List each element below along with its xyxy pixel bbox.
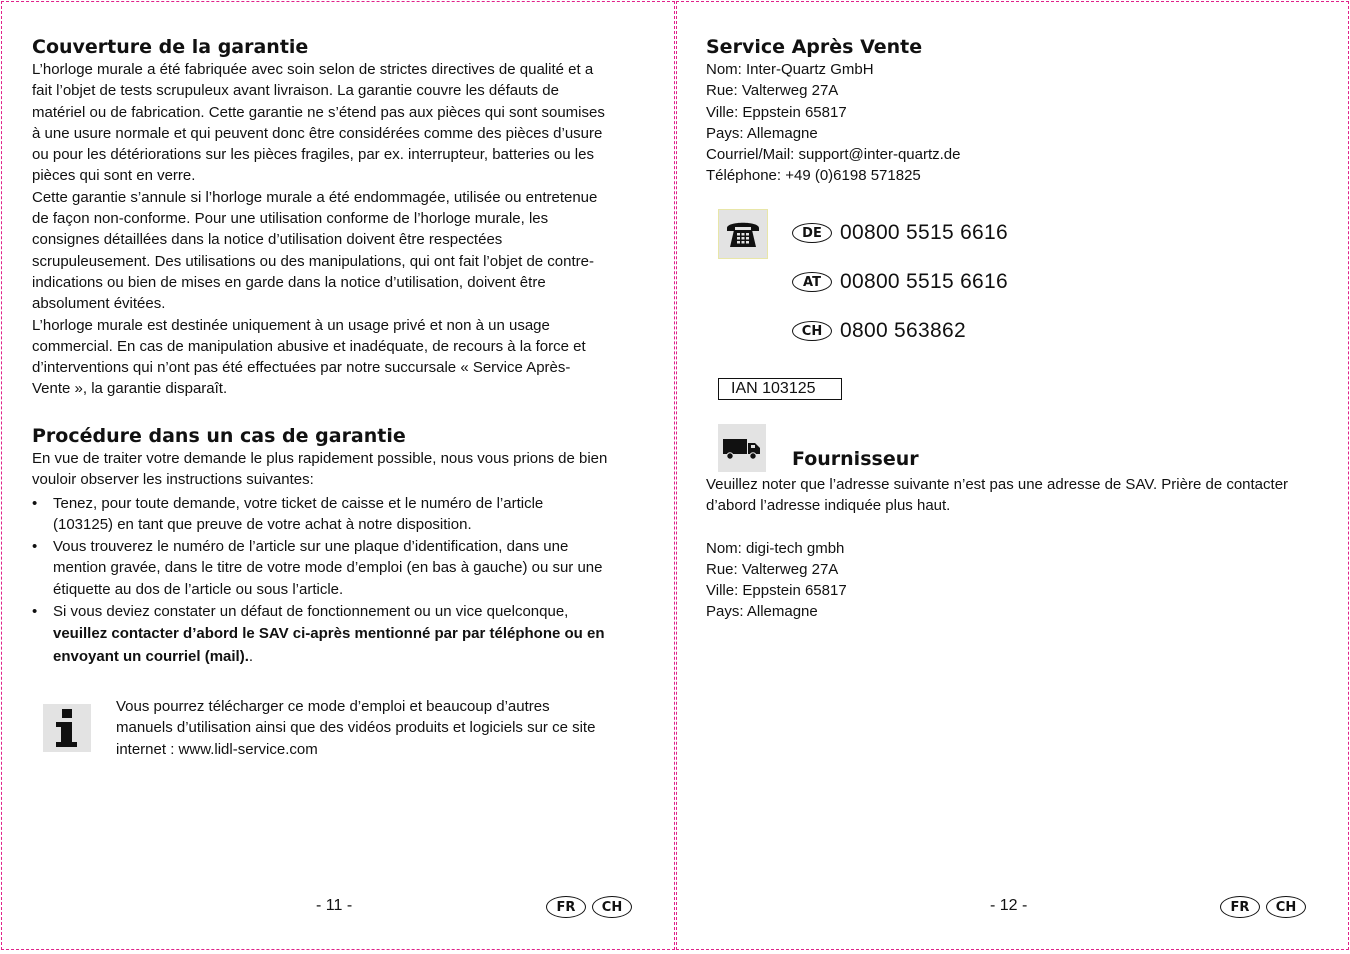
section-title: Fournisseur [792,448,919,470]
address-line: Courriel/Mail: support@inter-quartz.de [706,146,961,164]
section-supplier [706,474,1326,623]
section-title: Procédure dans un cas de garantie [32,425,406,447]
section-body [706,59,1306,187]
text-line: vouloir observer les instructions suivantes: [32,471,314,489]
address-line: Nom: digi-tech gmbh [706,539,845,557]
page-number: - 11 - [316,897,353,914]
country-badge-de: DE [792,223,832,243]
section-warranty-coverage [32,35,642,400]
info-text [116,696,646,760]
text-line: • Tenez, pour toute demande, votre ticket de caisse et le numéro de l’article [53,494,544,512]
text-line: absolument évitées. [32,295,166,313]
phone-row-ch [792,319,966,343]
ian-box: IAN 103125 [718,378,842,400]
text-line: En vue de traiter votre demande le plus rapidement possible, nous vous prions de bien [32,450,608,467]
address-line: Téléphone: +49 (0)6198 571825 [706,167,921,185]
address-line: Ville: Eppstein 65817 [706,582,847,600]
text-line: pièces qui sont en verre. [32,167,196,185]
text-line: L’horloge murale est destinée uniquement à un usage privé et non à un usage [32,316,550,334]
text-line: (103125) en tant que preuve de votre achat à notre disposition. [53,515,472,533]
text-line: • Si vous deviez constater un défaut de fonctionnement ou un vice quelconque, [53,603,569,621]
text-line-bold: veuillez contacter d’abord le SAV ci-après mentionné par par téléphone ou en [53,625,605,643]
section-title: Service Après Vente [706,36,923,58]
text-line: mention gravée, dans le titre de votre mode d’emploi (en bas à gauche) ou sur une [53,559,603,577]
section-after-sales-service [706,35,1306,187]
text-line: • Vous trouverez le numéro de l’article sur une plaque d’identification, dans une [53,538,569,556]
language-badge-fr: FR [546,896,586,918]
text-line: ou pour les détériorations sur les pièces fragiles, par ex. interrupteur, batteries ou les [32,146,594,164]
list-item [32,536,647,600]
address-line: Pays: Allemagne [706,603,818,621]
country-badge-ch: CH [792,321,832,341]
address-line: Nom: Inter-Quartz GmbH [706,61,874,78]
text-line: d’abord l’adresse indiquée plus haut. [706,497,951,515]
text-line-mixed [53,645,647,668]
text-line: scrupuleusement. Des utilisations ou des manipulations, qui ont fait l’objet de contre- [32,252,594,270]
text-line: internet : www.lidl-service.com [116,740,318,758]
list-item [32,493,647,536]
text-line: consignes détaillées dans la notice d’utilisation doivent être respectées [32,231,503,249]
text-line: commercial. En cas de manipulation abusive et inadéquate, de recours à la force et [32,337,586,355]
text-line: de façon non-conforme. Pour une utilisation conforme de l’horloge murale, les [32,210,549,228]
language-badge-ch: CH [592,896,632,918]
language-badges [546,896,632,918]
country-badge-at: AT [792,272,832,292]
phone-number-ch: 0800 563862 [840,319,966,342]
text-line: Vous pourrez télécharger ce mode d’emploi et beaucoup d’autres [116,698,550,715]
text-line: Vente », la garantie disparaît. [32,380,228,398]
section-body [32,448,647,668]
section-warranty-procedure [32,424,647,669]
phone-row-at [792,270,1008,294]
info-icon-container [43,704,91,752]
text-line: fait l’objet de tests scrupuleux avant livraison. La garantie couvre les défauts de [32,82,559,100]
language-badges [1220,896,1306,918]
telephone-icon [718,209,768,259]
language-badge-fr: FR [1220,896,1260,918]
text-line: L’horloge murale a été fabriquée avec soin selon de strictes directives de qualité et a [32,61,594,78]
text-line: d’interventions qui n’ont pas été effectuées par notre succursale « Service Après- [32,359,571,377]
section-title: Couverture de la garantie [32,36,309,58]
address-line: Rue: Valterweg 27A [706,82,839,100]
text-bold: envoyant un courriel (mail). [53,648,249,666]
text-line: Cette garantie s’annule si l’horloge murale a été endommagée, utilisée ou entretenue [32,188,598,206]
address-line: Rue: Valterweg 27A [706,560,839,578]
text-end: . [248,648,254,666]
info-icon [43,704,91,752]
page-number: - 12 - [990,897,1028,914]
text-line: indications ou bien de mises en garde dans la notice d’utilisation, doivent être [32,273,546,291]
phone-number-at: 00800 5515 6616 [840,270,1008,293]
phone-number-de: 00800 5515 6616 [840,221,1008,244]
section-body [32,59,642,400]
supplier-title-container [792,447,919,471]
phone-row-de [792,221,1008,245]
text-line: étiquette au dos de l’article ou sous l’article. [53,580,344,598]
text-line: manuels d’utilisation ainsi que des vidéos produits et logiciels sur ce site [116,719,596,737]
instruction-list [32,493,647,669]
truck-icon [718,424,766,472]
list-item [32,601,647,668]
text-line: à une usure normale et qui peuvent donc être considérées comme des pièces d’usure [32,124,603,142]
address-line: Ville: Eppstein 65817 [706,103,847,121]
address-line: Pays: Allemagne [706,124,818,142]
language-badge-ch: CH [1266,896,1306,918]
text-line: matériel ou de fabrication. Cette garantie ne s’étend pas aux pièces qui sont soumises [32,103,605,121]
text-line: Veuillez noter que l’adresse suivante n’est pas une adresse de SAV. Prière de contacter [706,476,1289,493]
